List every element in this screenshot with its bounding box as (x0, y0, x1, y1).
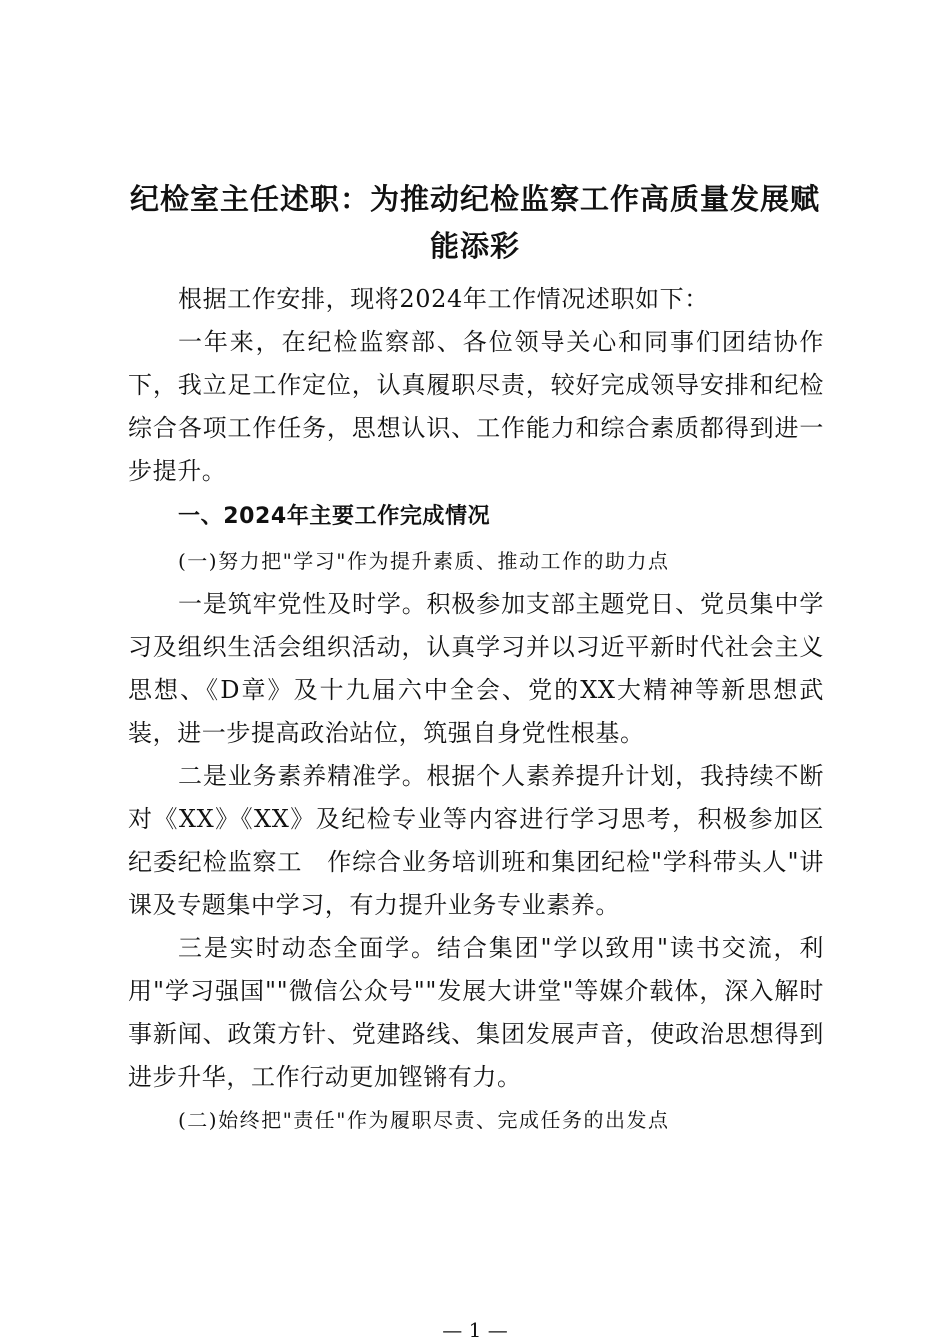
section-heading: 一、2024年主要工作完成情况 (178, 504, 491, 529)
body-paragraph: 三是实时动态全面学。结合集团"学以致用"读书交流，利用"学习强国""微信公众号""发展大讲堂"等媒介载体，深入解时事新闻、政策方针、党建路线、集团发展声音，使政治思想得到进步升华，工作行动更加铿锵有力。 (128, 934, 824, 1091)
body-paragraph: 二是业务素养精准学。根据个人素养提升计划，我持续不断对《XX》《XX》及纪检专业等内容进行学习思考，积极参加区纪委纪检监察工 作综合业务培训班和集团纪检"学科带头人"讲课及专题集中学习，有力提升业务专业素养。 (128, 762, 824, 919)
document-body (128, 278, 824, 1142)
body-paragraph: 一是筑牢党性及时学。积极参加支部主题党日、党员集中学习及组织生活会组织活动，认真学习并以习近平新时代社会主义思想、《D章》及十九届六中全会、党的XX大精神等新思想武装，进一步提高政治站位，筑强自身党性根基。 (128, 590, 824, 747)
page-number: — 1 — (442, 1318, 508, 1342)
summary-paragraph: 一年来，在纪检监察部、各位领导关心和同事们团结协作下，我立足工作定位，认真履职尽责，较好完成领导安排和纪检综合各项工作任务，思想认识、工作能力和综合素质都得到进一步提升。 (128, 328, 824, 485)
subsection-heading: (二)始终把"责任"作为履职尽责、完成任务的出发点 (178, 1108, 670, 1132)
intro-paragraph: 根据工作安排，现将2024年工作情况述职如下： (178, 285, 709, 313)
subsection-heading: (一)努力把"学习"作为提升素质、推动工作的助力点 (178, 549, 670, 573)
document-title: 纪检室主任述职：为推动纪检监察工作高质量发展赋能添彩 (129, 182, 820, 263)
